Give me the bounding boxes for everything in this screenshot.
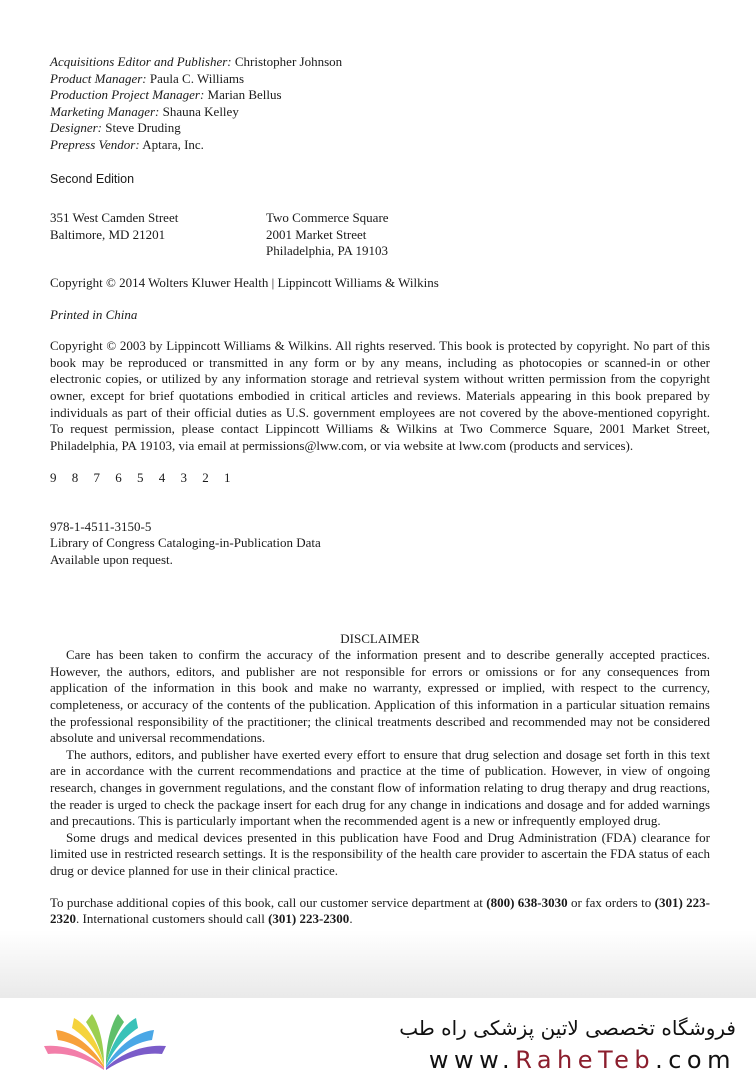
watermark-website: www.RaheTeb.com — [428, 1046, 736, 1074]
cip-line: Library of Congress Cataloging-in-Publication Data — [50, 535, 321, 551]
open-book-logo-icon — [40, 1012, 170, 1074]
fax-number: (301) 223-2320 — [50, 894, 711, 927]
publisher-addresses — [50, 210, 710, 260]
printed-in: Printed in China — [50, 306, 138, 322]
credit-line: Prepress Vendor: Aptara, Inc. — [50, 136, 204, 152]
edition: Second Edition — [50, 171, 135, 186]
copyright-line: Copyright © 2014 Wolters Kluwer Health | Lippincott Williams & Wilkins — [50, 274, 439, 290]
credit-line: Product Manager: Paula C. Williams — [50, 70, 245, 86]
credit-line: Production Project Manager: Marian Bellus — [50, 87, 282, 103]
disclaimer-paragraph: The authors, editors, and publisher have exerted every effort to ensure that drug selection and dosage set forth in this text are in accordance with the current recommendations and practice at the time of publication. However, in view of ongoing research, changes in government regulations, and the constant flow of information relating to drug therapy and drug reactions, the reader is urged to check the package insert for each drug for any change in indications and dosage and for added warnings and precautions. This is particularly important when the recommended agent is a new or infrequently employed drug. — [50, 746, 710, 829]
isbn: 978-1-4511-3150-5 — [50, 518, 152, 534]
copyright-page — [50, 54, 710, 928]
credits-block — [50, 54, 710, 154]
footer-fade — [0, 930, 756, 1000]
printing-line: 9 8 7 6 5 4 3 2 1 — [50, 470, 237, 486]
cip-block — [50, 519, 710, 569]
phone-number: (800) 638-3030 — [486, 894, 568, 910]
watermark-footer — [0, 998, 756, 1080]
purchase-info: To purchase additional copies of this book, call our customer service department at (800) 638-3030 or fax orders to (301) 223-2320. International customers should call (301) 223-2300. — [50, 894, 711, 927]
disclaimer-paragraph: Care has been taken to confirm the accuracy of the information present and to describe generally accepted practices. However, the authors, editors, and publisher are not responsible for errors or omissions or for any consequences from application of the information in this book and make no warranty, expressed or implied, with respect to the currency, completeness, or accuracy of the contents of the publication. Application of this information in a particular situation remains the professional responsibility of the practitioner; the clinical treatments described and recommended may not be considered absolute and universal recommendations. — [50, 647, 710, 746]
disclaimer-paragraph: Some drugs and medical devices presented in this publication have Food and Drug Administration (FDA) clearance for limited use in restricted research settings. It is the responsibility of the health care provider to ascertain the FDA status of each drug or device planned for use in their clinical practice. — [50, 829, 710, 878]
address-baltimore: 351 West Camden Street Baltimore, MD 21201 — [50, 210, 179, 242]
disclaimer-title: DISCLAIMER — [340, 630, 420, 646]
credit-line: Marketing Manager: Shauna Kelley — [50, 103, 239, 119]
copyright-paragraph: Copyright © 2003 by Lippincott Williams & Wilkins. All rights reserved. This book is protected by copyright. No part of this book may be reproduced or transmitted in any form or by any means, including as photocopies or scanned-in or other electronic copies, or utilized by any information storage and retrieval system without written permission from the copyright owner, except for brief quotations embodied in critical articles and reviews. Materials appearing in this book prepared by individuals as part of their official duties as U.S. government employees are not covered by the above-mentioned copyright. To request permission, please contact Lippincott Williams & Wilkins at Two Commerce Square, 2001 Market Street, Philadelphia, PA 19103, via email at permissions@lww.com, or via website at lww.com (products and services). — [50, 338, 710, 453]
cip-line: Available upon request. — [50, 552, 173, 568]
watermark-persian-text: فروشگاه تخصصی لاتین پزشکی راه طب — [399, 1016, 736, 1040]
credit-line: Designer: Steve Druding — [50, 120, 181, 136]
international-phone-number: (301) 223-2300 — [268, 911, 350, 927]
credit-line: Acquisitions Editor and Publisher: Christopher Johnson — [50, 54, 343, 69]
address-philadelphia: Two Commerce Square 2001 Market Street Philadelphia, PA 19103 — [266, 210, 389, 259]
